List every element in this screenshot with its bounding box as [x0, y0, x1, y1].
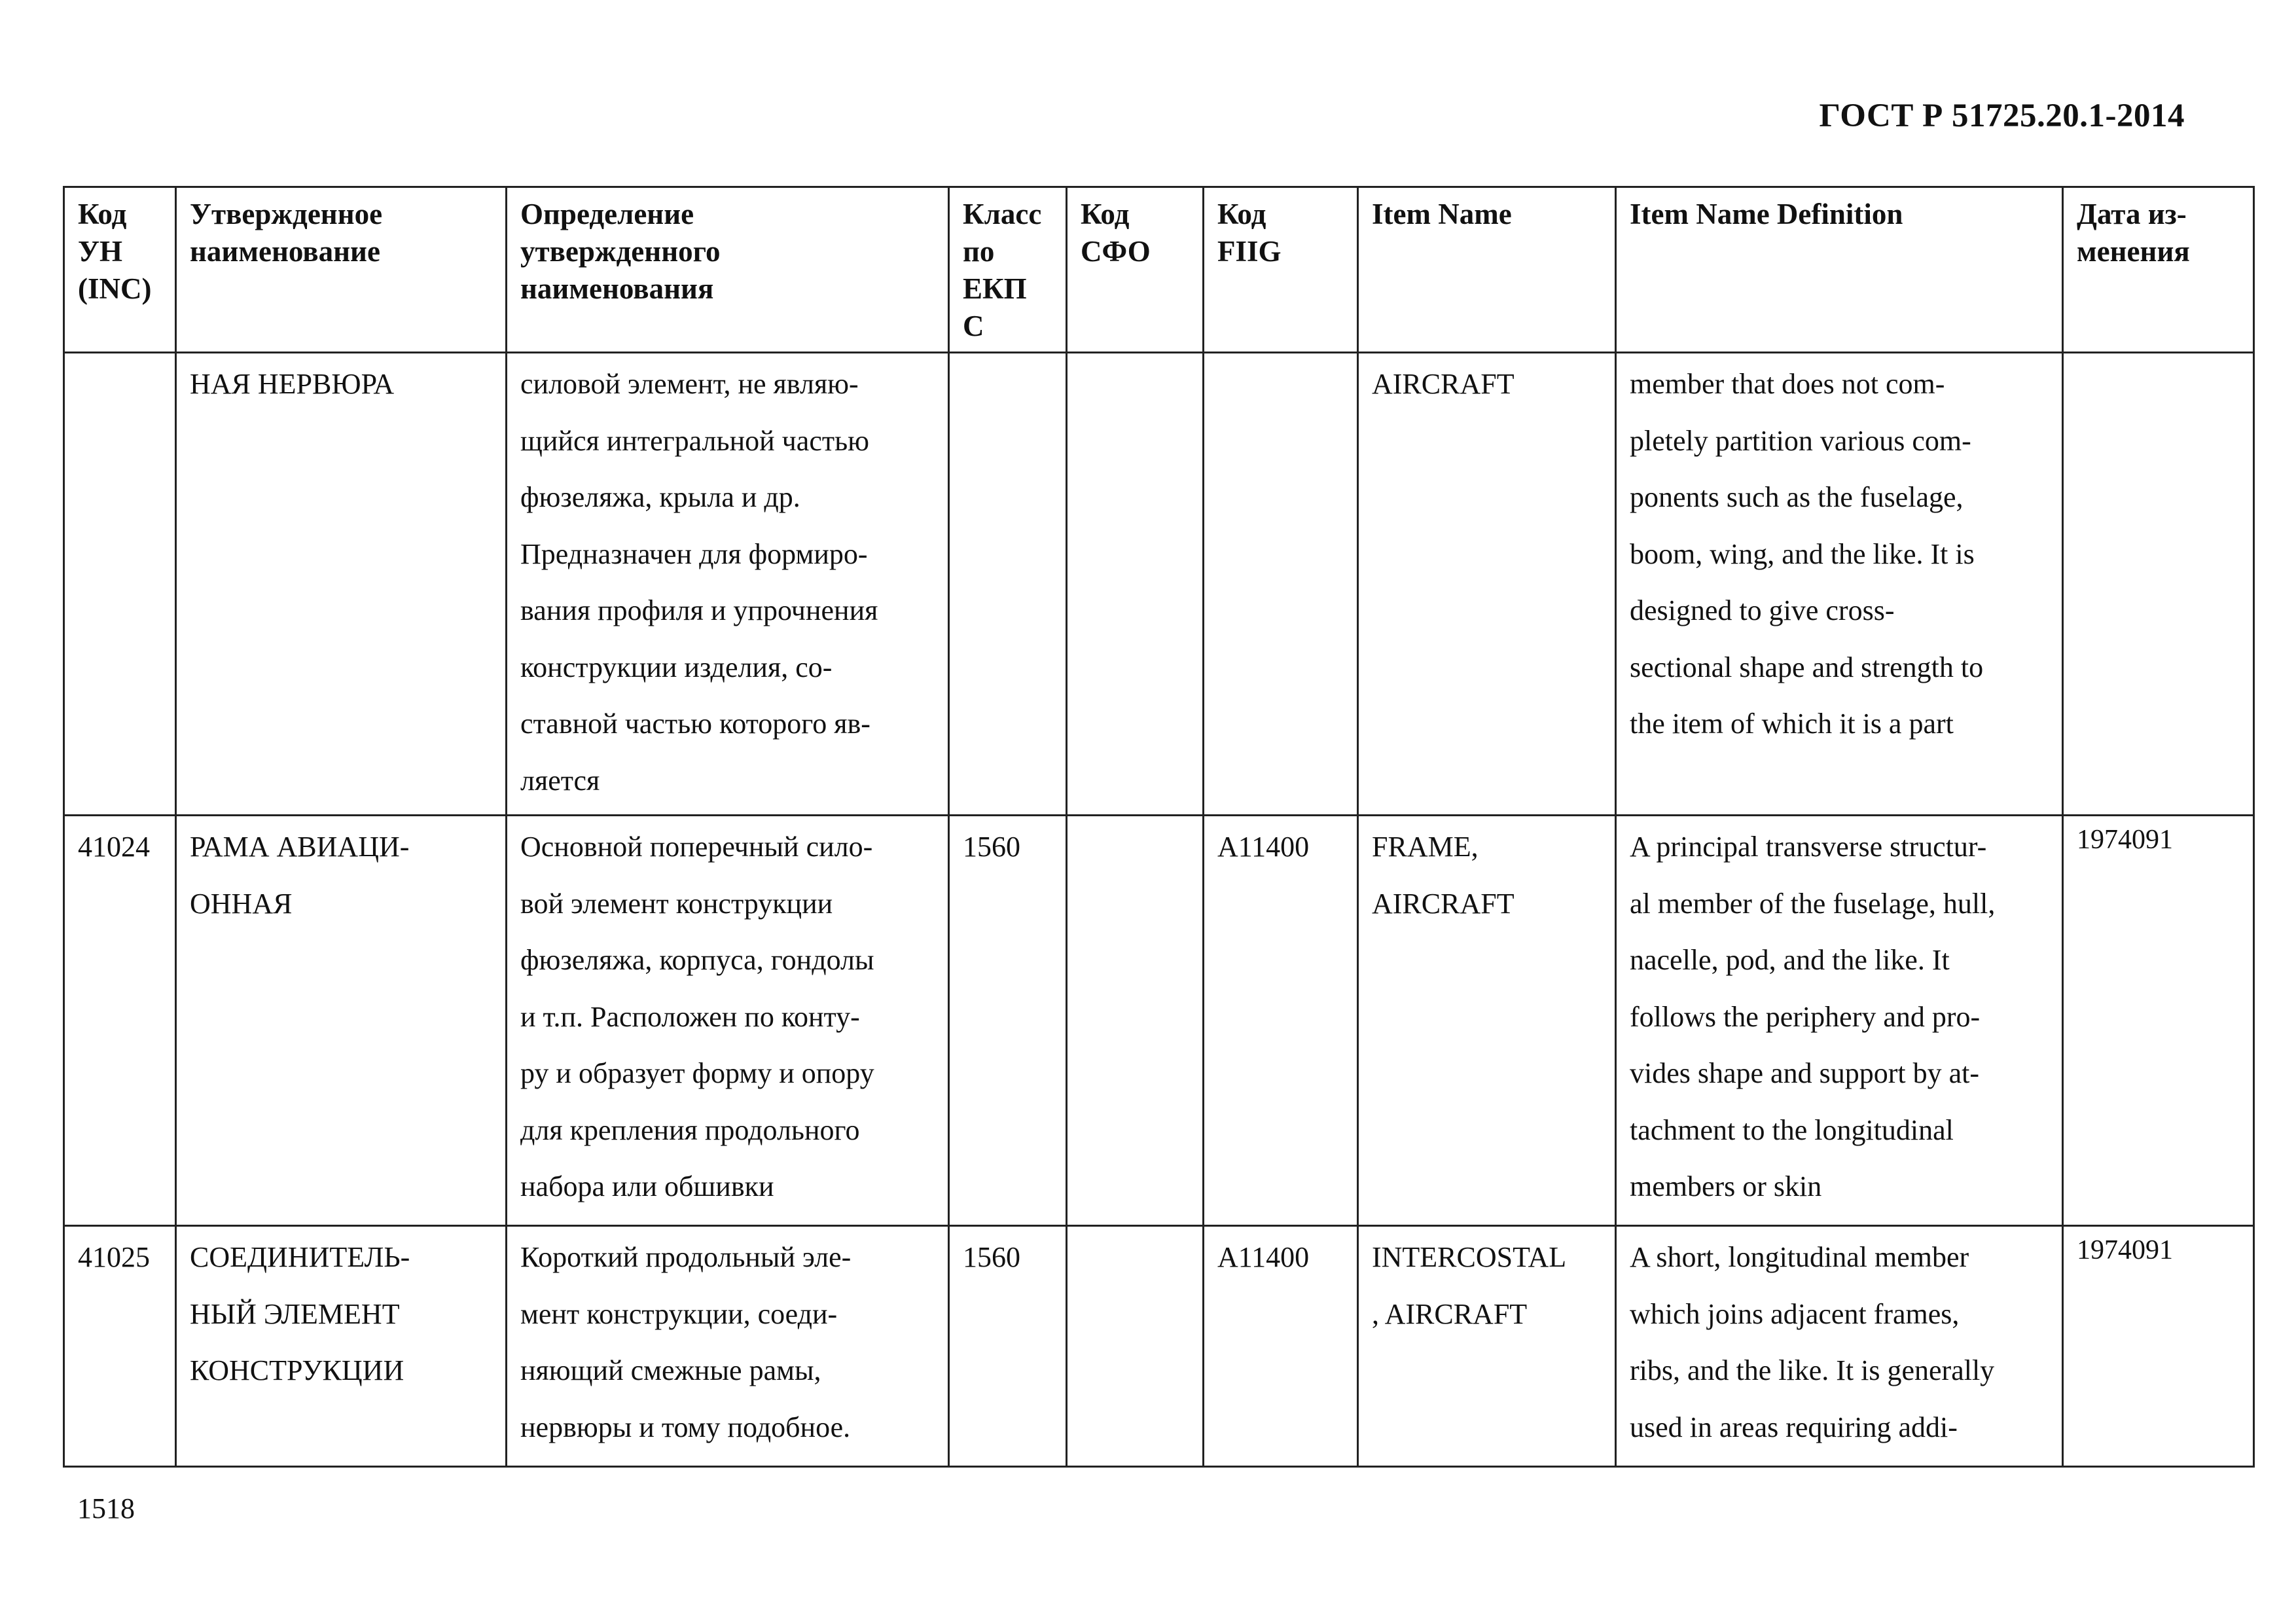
- cell-date: 1974091: [2063, 816, 2254, 1226]
- cell-inc: 41025: [64, 1226, 176, 1467]
- cell-date: [2063, 353, 2254, 816]
- table-row: [64, 816, 2254, 1226]
- col-header-inc: Код УН (INC): [64, 187, 176, 353]
- col-header-fiig: Код FIIG: [1204, 187, 1358, 353]
- cell-fiig: A11400: [1204, 1226, 1358, 1467]
- cell-class: 1560: [949, 1226, 1067, 1467]
- cell-date: 1974091: [2063, 1226, 2254, 1467]
- cell-sfo: [1067, 816, 1204, 1226]
- table-row: [64, 1226, 2254, 1467]
- cell-item-definition: A short, longitudinal member which joins adjacent frames, ribs, and the like. It is generally used in areas requiring addi-: [1616, 1226, 2063, 1467]
- document-code: ГОСТ Р 51725.20.1-2014: [1819, 98, 2185, 134]
- col-header-date: Дата из- менения: [2063, 187, 2254, 353]
- col-header-item-definition: Item Name Definition: [1616, 187, 2063, 353]
- cell-class: [949, 353, 1067, 816]
- cell-sfo: [1067, 1226, 1204, 1467]
- cell-name: НАЯ НЕРВЮРА: [176, 353, 507, 816]
- col-header-sfo: Код СФО: [1067, 187, 1204, 353]
- col-header-class: Класс по ЕКП С: [949, 187, 1067, 353]
- cell-item-name: FRAME, AIRCRAFT: [1358, 816, 1616, 1226]
- cell-definition: силовой элемент, не являю- щийся интегральной частью фюзеляжа, крыла и др. Предназначен для формиро- вания профиля и упрочнения конструкции изделия, со- ставной частью которого яв- ляется: [507, 353, 949, 816]
- cell-item-name: INTERCOSTAL , AIRCRAFT: [1358, 1226, 1616, 1467]
- cell-inc: 41024: [64, 816, 176, 1226]
- table-header-row: [64, 187, 2254, 353]
- cell-class: 1560: [949, 816, 1067, 1226]
- page-number: 1518: [77, 1492, 135, 1525]
- cell-name: РАМА АВИАЦИ- ОННАЯ: [176, 816, 507, 1226]
- cell-fiig: [1204, 353, 1358, 816]
- cell-fiig: A11400: [1204, 816, 1358, 1226]
- col-header-name: Утвержденное наименование: [176, 187, 507, 353]
- cell-name: СОЕДИНИТЕЛЬ- НЫЙ ЭЛЕМЕНТ КОНСТРУКЦИИ: [176, 1226, 507, 1467]
- col-header-definition: Определение утвержденного наименования: [507, 187, 949, 353]
- cell-definition: Короткий продольный эле- мент конструкции, соеди- няющий смежные рамы, нервюры и тому подобное.: [507, 1226, 949, 1467]
- table-row: [64, 353, 2254, 816]
- cell-item-definition: A principal transverse structur- al member of the fuselage, hull, nacelle, pod, and the like. It follows the periphery and pro- vides shape and support by at- tachment to the longitudinal members or skin: [1616, 816, 2063, 1226]
- cell-item-definition: member that does not com- pletely partition various com- ponents such as the fuselage, boom, wing, and the like. It is designed to give cross- sectional shape and strength to the item of which it is a part: [1616, 353, 2063, 816]
- col-header-item-name: Item Name: [1358, 187, 1616, 353]
- items-table: [63, 186, 2255, 1468]
- cell-sfo: [1067, 353, 1204, 816]
- cell-inc: [64, 353, 176, 816]
- cell-item-name: AIRCRAFT: [1358, 353, 1616, 816]
- cell-definition: Основной поперечный сило- вой элемент конструкции фюзеляжа, корпуса, гондолы и т.п. Расположен по конту- ру и образует форму и опору для крепления продольного набора или обшивки: [507, 816, 949, 1226]
